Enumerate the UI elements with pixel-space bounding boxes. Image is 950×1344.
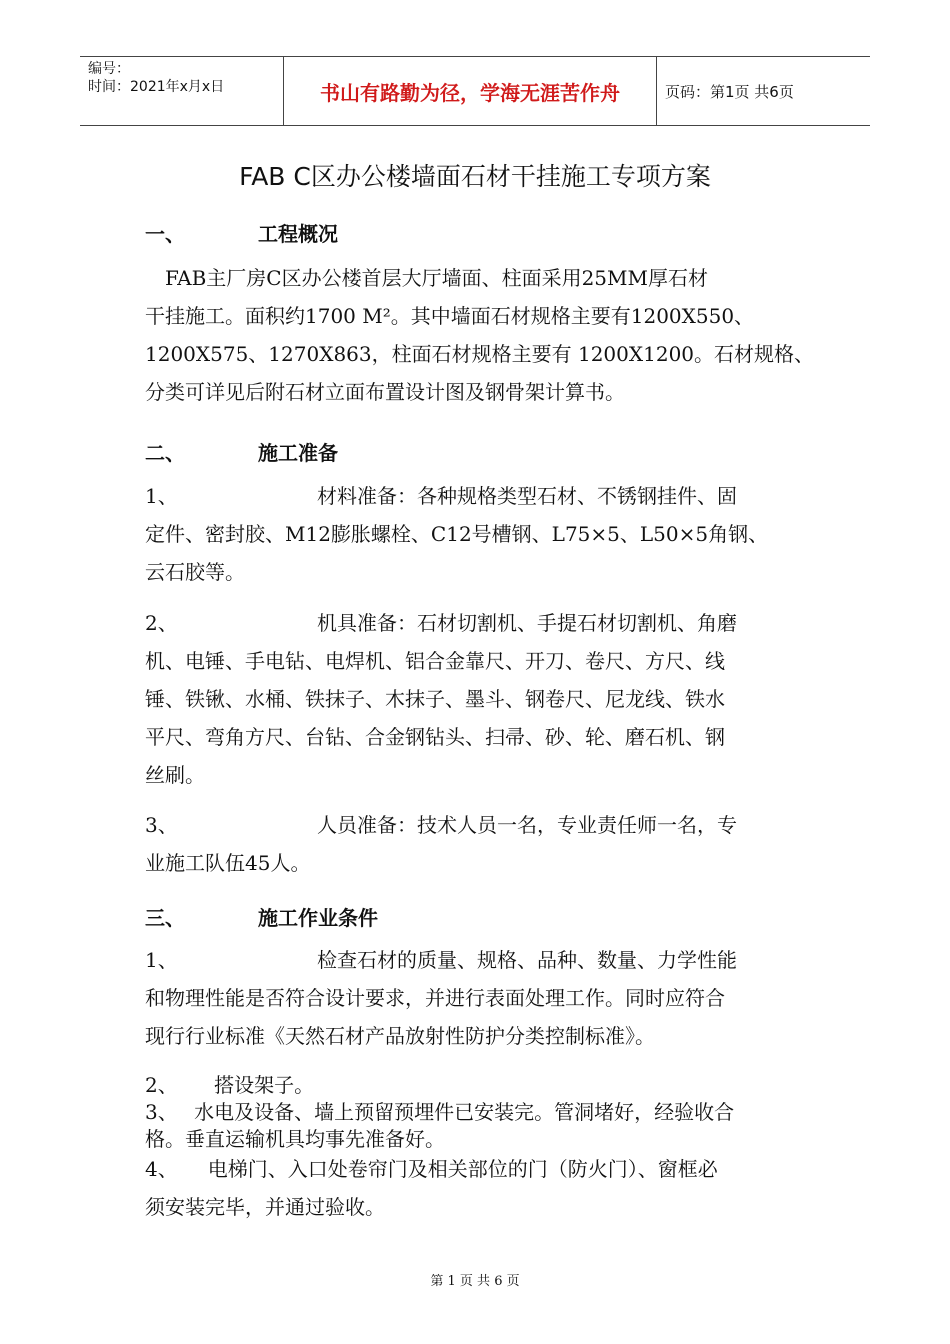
- time-label: 时间：2021年x月x日: [88, 79, 225, 95]
- page-footer: 第 1 页 共 6 页: [430, 1274, 520, 1289]
- section-2-heading: [145, 437, 338, 466]
- paragraph-line: 锤、铁锹、水桶、铁抹子、木抹子、墨斗、钢卷尺、尼龙线、铁水: [145, 687, 725, 711]
- paragraph-line: 4、 电梯门、入口处卷帘门及相关部位的门（防火门）、窗框必: [145, 1157, 718, 1181]
- header-meta: [88, 60, 283, 96]
- paragraph-line: 云石胶等。: [145, 560, 245, 584]
- section-number: 三、: [145, 906, 185, 930]
- paragraph-line: 材料准备：各种规格类型石材、不锈钢挂件、固: [317, 484, 737, 508]
- paragraph-line: 和物理性能是否符合设计要求，并进行表面处理工作。同时应符合: [145, 986, 725, 1010]
- section-number: 一、: [145, 222, 185, 246]
- item-number: 3、: [145, 813, 178, 837]
- section-3-item-2: [145, 1072, 825, 1099]
- section-number: 二、: [145, 441, 185, 465]
- section-title: 工程概况: [258, 222, 338, 246]
- page-header: [80, 56, 870, 126]
- paragraph-line: 人员准备：技术人员一名，专业责任师一名，专: [317, 813, 737, 837]
- paragraph-line: 2、 搭设架子。: [145, 1073, 315, 1097]
- paragraph-line: 定件、密封胶、M12膨胀螺栓、C12号槽钢、L75×5、L50×5角钢、: [145, 522, 769, 546]
- document-title: FAB C区办公楼墙面石材干挂施工专项方案: [239, 162, 711, 191]
- section-1-heading: [145, 218, 338, 247]
- paragraph-line: 3、 水电及设备、墙上预留预埋件已安装完。管洞堵好，经验收合: [145, 1100, 735, 1124]
- section-title: 施工作业条件: [258, 906, 378, 930]
- item-number: 2、: [145, 611, 178, 635]
- section-3-heading: [145, 902, 378, 931]
- paragraph-line: 丝刷。: [145, 763, 205, 787]
- paragraph-line: 平尺、弯角方尺、台钻、合金钢钻头、扫帚、砂、轮、磨石机、钢: [145, 725, 725, 749]
- paragraph-line: 现行行业标准《天然石材产品放射性防护分类控制标准》。: [145, 1024, 655, 1048]
- section-1-paragraph: [145, 259, 825, 411]
- section-3-item-3: [145, 1099, 825, 1153]
- header-motto: 书山有路勤为径，学海无涯苦作舟: [283, 57, 657, 125]
- item-number: 1、: [145, 484, 178, 508]
- number-label: 编号：: [88, 61, 130, 77]
- paragraph-line: FAB主厂房C区办公楼首层大厅墙面、柱面采用25MM厚石材: [145, 266, 708, 290]
- item-number: 1、: [145, 948, 178, 972]
- paragraph-line: 分类可详见后附石材立面布置设计图及钢骨架计算书。: [145, 380, 625, 404]
- paragraph-line: 格。垂直运输机具均事先准备好。: [145, 1127, 445, 1151]
- paragraph-line: 机、电锤、手电钻、电焊机、铝合金靠尺、开刀、卷尺、方尺、线: [145, 649, 725, 673]
- section-3-item-4: [145, 1150, 825, 1226]
- section-title: 施工准备: [258, 441, 338, 465]
- section-2-item-1: [145, 477, 825, 591]
- paragraph-line: 干挂施工。面积约1700 M²。其中墙面石材规格主要有1200X550、: [145, 304, 755, 328]
- paragraph-line: 检查石材的质量、规格、品种、数量、力学性能: [317, 948, 737, 972]
- paragraph-line: 1200X575、1270X863，柱面石材规格主要有 1200X1200。石材规格、: [145, 342, 815, 366]
- section-3-item-1: [145, 941, 825, 1055]
- paragraph-line: 须安装完毕，并通过验收。: [145, 1195, 385, 1219]
- section-2-item-3: [145, 806, 825, 882]
- header-page-info: 页码：第1页 共6页: [665, 83, 794, 101]
- paragraph-line: 机具准备：石材切割机、手提石材切割机、角磨: [317, 611, 737, 635]
- paragraph-line: 业施工队伍45人。: [145, 851, 311, 875]
- section-2-item-2: [145, 604, 825, 794]
